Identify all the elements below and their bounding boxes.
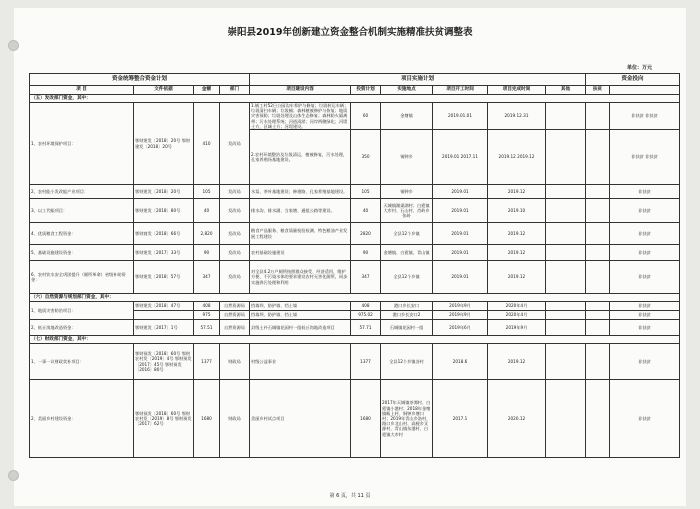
investment: 350 <box>351 130 381 185</box>
section-fagai: （五）发改部门资金，其中： <box>30 95 680 103</box>
fund-amount: 105 <box>194 185 220 199</box>
poverty-tag: 非扶贫 <box>610 320 680 336</box>
project-name: 6、农村饮水安全巩固提升（厕所革命）省级补助资金： <box>30 261 134 294</box>
doc-basis: 鄂财建发〔2018〕20号 鄂财建发〔2018〕20号 <box>134 103 194 185</box>
department: 自然资源局 <box>220 302 250 311</box>
finish-time: 2019.10 <box>488 199 546 223</box>
location: 天城镇湖渠湖村；白霓镇大市村、石山村、肖岭乡张岭 <box>381 199 433 223</box>
col-location: 实施地点 <box>381 86 433 95</box>
start-time: 2019年6月 <box>433 320 488 336</box>
start-time: 2019.01 <box>433 223 488 245</box>
project-content: 2.农村环境整治及垃圾清运，植被修复，污水处理，孔家养殖场基地建设。 <box>250 130 351 185</box>
start-time: 2018.6 <box>433 344 488 380</box>
finish-time: 2019年9月 <box>488 320 546 336</box>
department: 自然资源局 <box>220 320 250 336</box>
start-time: 2017.1 <box>433 380 488 458</box>
fund-amount: 1377 <box>194 344 220 380</box>
poverty-tag: 非扶贫 <box>610 199 680 223</box>
poverty-tag: 非扶贫 <box>610 261 680 294</box>
fund-amount: 2,820 <box>194 223 220 245</box>
project-content: 对全县4.2万户厕所按照群众接受、经济适用、维护方便、不污染水体的要求建设农村无害化厕所，同步实施粪污处理和利用 <box>250 261 351 294</box>
doc-basis: 鄂财预发〔2018〕60号 鄂财农村发〔2019〕4号 鄂财预发〔2017〕45号 鄂财预发〔2016〕80号 <box>134 344 194 380</box>
department: 财政局 <box>220 380 250 458</box>
project-content: 排水沟、排水涵、当家塘、通组公路等建设。 <box>250 199 351 223</box>
location: 港口乡长安口2 <box>381 311 433 320</box>
header-fund-plan: 资金统筹整合资金计划 <box>30 74 250 86</box>
location: 金塘镇、白霓镇、青山镇 <box>381 245 433 261</box>
department: 发改局 <box>220 103 250 185</box>
investment: 2820 <box>351 223 381 245</box>
project-content: 美丽乡村试点项目 <box>250 380 351 458</box>
col-amount: 金额 <box>194 86 220 95</box>
doc-basis: 鄂财建发〔2018〕20号 <box>134 185 194 199</box>
doc-basis: 鄂财建发〔2017〕1号 <box>134 320 194 336</box>
location: 全县12个乡镇 <box>381 223 433 245</box>
finish-time: 2019.12 <box>488 185 546 199</box>
investment: 975.02 <box>351 311 381 320</box>
fund-amount: 40 <box>194 199 220 223</box>
fund-amount: 57.51 <box>194 320 220 336</box>
start-time: 2019.01.01 <box>433 103 488 130</box>
poverty-tag: 非扶贫 <box>610 245 680 261</box>
department: 发改局 <box>220 185 250 199</box>
location: 石城镇花园村一组 <box>381 320 433 336</box>
col-start: 项目开工时间 <box>433 86 488 95</box>
project-content: 挡墙坝、防护墙、挡土墙 <box>250 311 351 320</box>
project-name: 4、优质粮食工程资金： <box>30 223 134 245</box>
start-time: 2019.01 2017.11 <box>433 130 488 185</box>
punch-hole <box>8 40 19 51</box>
document-title: 崇阳县2019年创新建立资金整合机制实施精准扶贫调整表 <box>227 27 473 38</box>
finish-time: 2019.12 <box>488 245 546 261</box>
project-content: 县级土补石城镇花园村一组低丘岗地改造项目 <box>250 320 351 336</box>
poverty-tag: 非扶贫 <box>610 344 680 380</box>
finish-time: 2019.12 <box>488 344 546 380</box>
fund-table <box>29 73 680 458</box>
header-project-plan: 项目实施计划 <box>250 74 586 86</box>
fund-amount: 410 <box>194 103 220 185</box>
project-name: 1、地质灾害防治项目： <box>30 302 134 320</box>
investment: 90 <box>351 245 381 261</box>
doc-basis: 鄂财建发〔2018〕47号 <box>134 302 194 311</box>
fund-amount: 347 <box>194 261 220 294</box>
location: 铜钟乡 <box>381 130 433 185</box>
department: 发改局 <box>220 199 250 223</box>
fund-amount: 408 <box>194 302 220 311</box>
col-project: 项 目 <box>30 86 134 95</box>
investment: 1680 <box>351 380 381 458</box>
fund-amount: 90 <box>194 245 220 261</box>
start-time: 2019.01 <box>433 261 488 294</box>
project-content: 挡墙坝、防护墙、挡土墙 <box>250 302 351 311</box>
investment: 347 <box>351 261 381 294</box>
project-content: 1.铺工村52日公园沟车养护与修复；垃圾转运车辆；垃圾清扫车辆；垃圾桶；森林植被修护与恢复；地质灾害预防；垃圾处理及山体生态修复；森林防火隔离带；污水处理系统；河道清淤；河岸两侧绿化；河堤土方，区域土方；河堤建设。 <box>250 103 351 130</box>
location: 金塘镇 <box>381 103 433 130</box>
project-name: 5、基础设施建设资金： <box>30 245 134 261</box>
doc-basis: 鄂财建发〔2018〕80号 <box>134 199 194 223</box>
project-name: 2、农村能小发改能产业项目： <box>30 185 134 199</box>
department: 发改局 <box>220 261 250 294</box>
project-content: 村级公益事业 <box>250 344 351 380</box>
location: 2017年天城镇茶潭村、白霓镇小港村；2018年金塘镇畈上村、铜钟乡塘口村；2019年青山乡洛村、路口乡北山村、高枧乡叉源村、青山镇东港村、白霓镇大市村 <box>381 380 433 458</box>
project-name: 1、一事一议财政奖补项目： <box>30 344 134 380</box>
department: 发改局 <box>220 245 250 261</box>
col-doc: 文件依据 <box>134 86 194 95</box>
project-name: 2、美丽乡村建设资金： <box>30 380 134 458</box>
location: 全县12个乡镇 <box>381 261 433 294</box>
project-content: 水泵、茶叶基地建设；修建路、孔家养殖基地建设。 <box>250 185 351 199</box>
start-time: 2019.01 <box>433 245 488 261</box>
fund-amount: 1680 <box>194 380 220 458</box>
doc-basis: 鄂财建发〔2018〕57号 <box>134 261 194 294</box>
project-content: 农村基础设施建设 <box>250 245 351 261</box>
finish-time: 2019.12.31 <box>488 103 546 130</box>
section-finance: （七）财政部门资金，其中： <box>30 336 680 344</box>
start-time: 2019.01 <box>433 185 488 199</box>
col-other: 其他 <box>546 86 586 95</box>
department: 发改局 <box>220 223 250 245</box>
start-time: 2019年9月 <box>433 302 488 311</box>
investment: 408 <box>351 302 381 311</box>
department: 财政局 <box>220 344 250 380</box>
investment: 57.71 <box>351 320 381 336</box>
poverty-tag: 非扶贫 <box>610 302 680 311</box>
finish-time: 2020.12 <box>488 380 546 458</box>
col-content: 项目建设内容 <box>250 86 351 95</box>
col-investment: 投资计划 <box>351 86 381 95</box>
doc-basis: 鄂财预发〔2018〕60号 鄂财农村发〔2019〕8号 鄂财预发〔2017〕62号 <box>134 380 194 458</box>
poverty-tag: 非扶贫 <box>610 185 680 199</box>
col-dept: 部门 <box>220 86 250 95</box>
start-time: 2019.01 <box>433 199 488 223</box>
col-poverty: 扶贫 <box>586 86 610 95</box>
finish-time: 2019.12 <box>488 223 546 245</box>
poverty-tag: 非扶贫 <box>610 311 680 320</box>
location: 铜钟乡 <box>381 185 433 199</box>
finish-time: 2020年4月 <box>488 302 546 311</box>
punch-hole <box>8 470 19 481</box>
investment: 60 <box>351 103 381 130</box>
start-time: 2019年9月 <box>433 311 488 320</box>
department: 自然资源局 <box>220 311 250 320</box>
fund-amount: 975 <box>194 311 220 320</box>
finish-time: 2020年4月 <box>488 311 546 320</box>
project-content: 粮食产品服务、粮食质量检验检测、特色粮油产业发展工程建设 <box>250 223 351 245</box>
finish-time: 2019.12 2019.12 <box>488 130 546 185</box>
investment: 40 <box>351 199 381 223</box>
location: 全县12个乡镇各村 <box>381 344 433 380</box>
unit-label: 单位：万元 <box>627 65 653 71</box>
finish-time: 2019.12 <box>488 261 546 294</box>
poverty-tag: 非扶贫 <box>610 223 680 245</box>
page-number: 第 6 页，共 11 页 <box>329 493 371 499</box>
investment: 1377 <box>351 344 381 380</box>
header-fund-direction: 资金投向 <box>586 74 680 86</box>
project-name: 2、低丘岗地改造资金： <box>30 320 134 336</box>
col-finish: 项目完成时间 <box>488 86 546 95</box>
project-name: 3、以工代赈项目： <box>30 199 134 223</box>
section-natural-resources: （六）自然资源与规划部门资金，其中： <box>30 294 680 302</box>
project-name: 1、农村环境保护项目： <box>30 103 134 185</box>
poverty-tag: 非扶贫 <box>610 380 680 458</box>
investment: 105 <box>351 185 381 199</box>
doc-basis: 鄂财商发〔2018〕66号 <box>134 223 194 245</box>
poverty-tag: 非扶贫 非扶贫 <box>610 103 680 130</box>
location: 港口乡长安口 <box>381 302 433 311</box>
poverty-tag: 非扶贫 非扶贫 <box>610 130 680 185</box>
doc-basis: 鄂财建发〔2017〕33号 <box>134 245 194 261</box>
